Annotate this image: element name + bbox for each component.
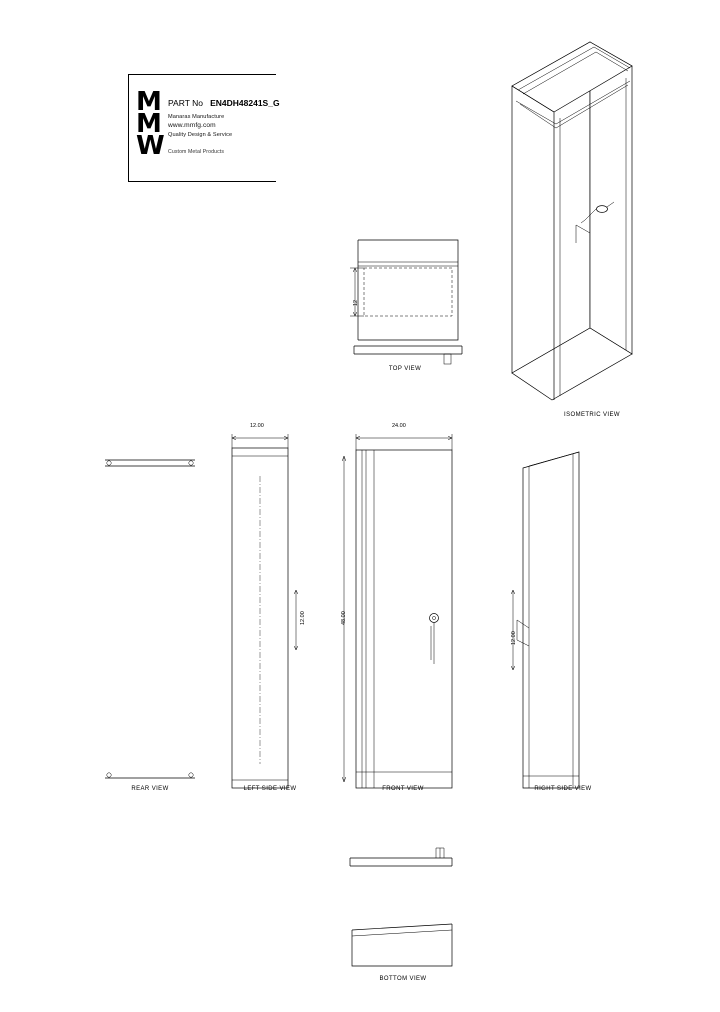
isometric-view-label: ISOMETRIC VIEW	[564, 412, 620, 418]
bottom-view	[340, 836, 470, 996]
company-name: Manaras Manufacture	[168, 114, 225, 120]
company-tagline: Quality Design & Service	[168, 132, 233, 138]
left-side-view-label: LEFT SIDE VIEW	[243, 786, 297, 792]
bottom-view-drawing	[340, 836, 470, 996]
left-side-dim-depth: 12.00	[300, 611, 306, 625]
top-view-label: TOP VIEW	[388, 366, 422, 372]
isometric-drawing	[490, 28, 680, 408]
title-block-rule-left	[128, 74, 129, 182]
logo-line-3: W	[136, 131, 163, 161]
rear-view-label: REAR VIEW	[131, 786, 169, 792]
left-side-view	[222, 420, 322, 800]
title-block-rule-top	[128, 74, 276, 75]
title-block	[128, 74, 280, 182]
company-logo	[136, 87, 168, 161]
front-view-dim-width: 24.00	[392, 423, 406, 429]
front-view-label: FRONT VIEW	[382, 786, 424, 792]
left-side-view-drawing	[222, 420, 322, 800]
logo-line-2: M	[136, 109, 160, 139]
front-view-drawing	[330, 420, 470, 800]
rear-view-drawing	[95, 450, 205, 800]
rear-view	[95, 450, 205, 800]
logo-line-1: M	[136, 87, 160, 117]
title-block-rule-bottom	[128, 181, 276, 182]
part-number-row	[168, 98, 280, 108]
front-view	[330, 420, 470, 800]
isometric-view	[490, 28, 680, 418]
top-view	[340, 228, 470, 378]
front-view-dim-height: 48.00	[341, 611, 347, 625]
company-footer: Custom Metal Products	[168, 149, 225, 155]
top-view-dim-12: 12	[353, 299, 359, 306]
right-side-view	[505, 440, 615, 800]
bottom-view-label: BOTTOM VIEW	[379, 976, 427, 982]
part-number-value: EN4DH48241S_G	[210, 98, 280, 108]
right-side-view-label: RIGHT SIDE VIEW	[534, 786, 592, 792]
right-side-dim-depth: 12.00	[511, 631, 517, 645]
part-number-label: PART No	[168, 98, 203, 108]
right-side-view-drawing	[505, 440, 615, 800]
left-side-dim-width: 12.00	[250, 423, 264, 429]
top-view-drawing	[340, 228, 470, 378]
company-website: www.mmfg.com	[168, 122, 216, 129]
